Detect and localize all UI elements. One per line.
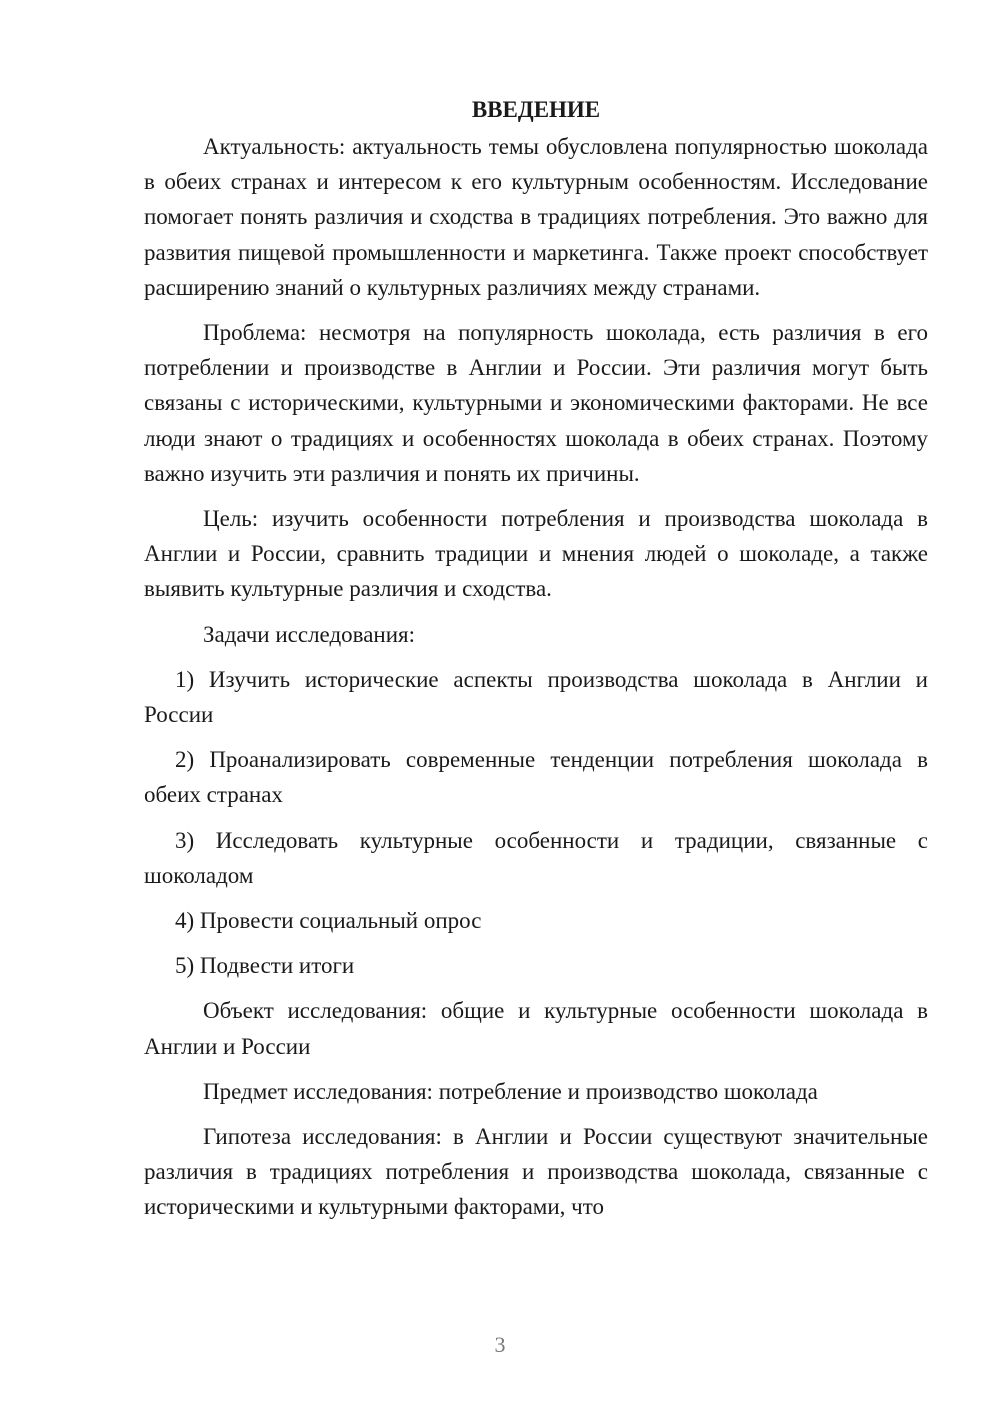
paragraph-relevance: Актуальность: актуальность темы обусловлена популярностью шоколада в обеих странах и интересом к его культурным особенностям. Исследование помогает понять различия и сходства в традициях потребления. Это важно для развития пищевой промышленности и маркетинга. Также проект способствует расширению знаний о культурных различиях между странами.: [144, 134, 928, 300]
paragraph-problem: Проблема: несмотря на популярность шоколада, есть различия в его потреблении и производстве в Англии и России. Эти различия могут быть связаны с историческими, культурными и экономическими факторами. Не все люди знают о традициях и особенностях шоколада в обеих странах. Поэтому важно изучить эти различия и понять их причины.: [144, 320, 928, 486]
task-item-4: 4) Провести социальный опрос: [175, 908, 482, 934]
task-item-2: 2) Проанализировать современные тенденции потребления шоколада в обеих странах: [144, 747, 928, 808]
page-number: 3: [494, 1332, 506, 1357]
paragraph-hypothesis: Гипотеза исследования: в Англии и России существуют значительные различия в традициях потребления и производства шоколада, связанные с историческими и культурными факторами, что: [144, 1124, 928, 1220]
paragraph-subject: Предмет исследования: потребление и производство шоколада: [203, 1078, 818, 1104]
document-page: [144, 92, 928, 1235]
paragraph-object: Объект исследования: общие и культурные особенности шоколада в Англии и России: [144, 998, 928, 1059]
tasks-heading: Задачи исследования:: [203, 621, 416, 647]
task-item-3: 3) Исследовать культурные особенности и традиции, связанные с шоколадом: [144, 827, 928, 888]
paragraph-goal: Цель: изучить особенности потребления и производства шоколада в Англии и России, сравнить традиции и мнения людей о шоколаде, а также выявить культурные различия и сходства.: [144, 506, 928, 602]
task-item-1: 1) Изучить исторические аспекты производства шоколада в Англии и России: [144, 666, 928, 728]
task-item-5: 5) Подвести итоги: [175, 953, 355, 979]
section-title: ВВЕДЕНИЕ: [471, 97, 601, 122]
